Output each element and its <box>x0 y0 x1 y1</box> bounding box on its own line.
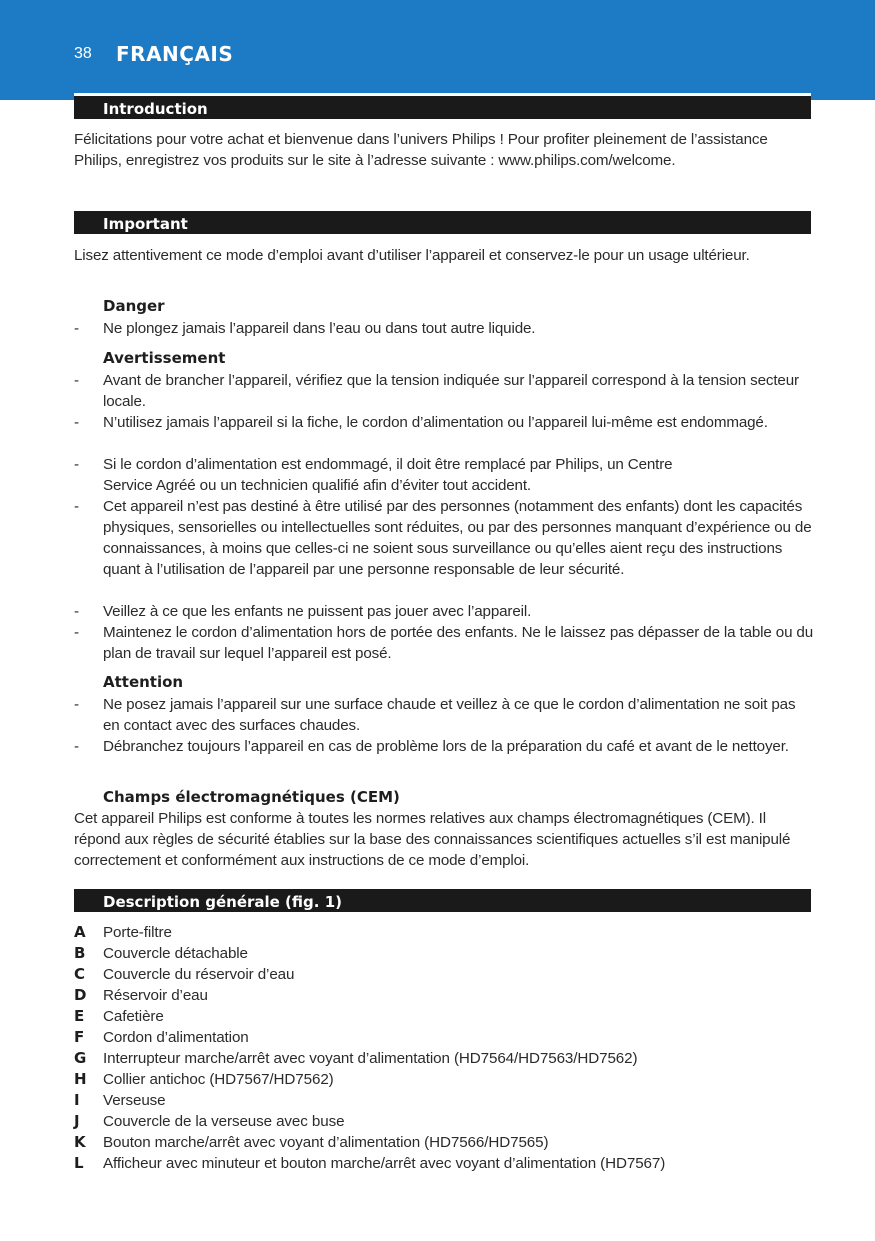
list-bullet: - <box>74 624 79 641</box>
component-item <box>74 964 814 985</box>
list-item <box>74 370 814 412</box>
list-item-text: Maintenez le cordon d’alimentation hors de portée des enfants. Ne le laissez pas dépasser de la table ou du plan de travail sur lequel l’appareil est posé. <box>103 624 814 662</box>
page-header <box>0 0 875 100</box>
component-letter: I <box>74 1091 80 1109</box>
emf-paragraph: Cet appareil Philips est conforme à toutes les normes relatives aux champs électromagnétiques (CEM). Il répond aux règles de sécurité établies sur la base des connaissances scientifiques actuelles s’il est manipulé correctement et conformément aux instructions de ce mode d’emploi. <box>74 810 791 869</box>
component-text: Cordon d’alimentation <box>103 1029 249 1046</box>
list-item <box>74 601 814 622</box>
component-letter: J <box>74 1112 80 1130</box>
component-item <box>74 1153 814 1174</box>
list-bullet: - <box>74 372 79 389</box>
component-letter: E <box>74 1007 85 1025</box>
component-item <box>74 1006 814 1027</box>
section-heading-introduction: Introduction <box>74 93 811 119</box>
list-item <box>74 318 814 339</box>
list-item-text: Débranchez toujours l’appareil en cas de problème lors de la préparation du café et avant de le nettoyer. <box>103 738 789 755</box>
intro-paragraph: Félicitations pour votre achat et bienvenue dans l’univers Philips ! Pour profiter pleinement de l’assistance Philips, enregistrez vos produits sur le site à l’adresse suivante : www.philips.com/welcome. <box>74 131 768 169</box>
important-paragraph: Lisez attentivement ce mode d’emploi avant d’utiliser l’appareil et conservez-le pour un usage ultérieur. <box>74 247 750 264</box>
list-item <box>74 454 814 496</box>
list-bullet: - <box>74 738 79 755</box>
list-item-text: Cet appareil n’est pas destiné à être utilisé par des personnes (notamment des enfants) dont les capacités physiques, sensorielles ou intellectuelles sont réduites, ou par des personnes manquant d’expérience ou de connaissances, à moins que celles-ci ne soient sous surveillance ou qu’elles aient reçu des instructions quant à l’utilisation de l’appareil par une personne responsable de leur sécurité. <box>103 498 812 578</box>
list-item-text: Si le cordon d’alimentation est endommagé, il doit être remplacé par Philips, un Centre Service Agréé ou un technicien qualifié afin d’éviter tout accident. <box>103 456 673 494</box>
list-item-text: Veillez à ce que les enfants ne puissent pas jouer avec l’appareil. <box>103 603 532 620</box>
component-text: Réservoir d’eau <box>103 987 208 1004</box>
list-bullet: - <box>74 320 79 337</box>
component-text: Couvercle du réservoir d’eau <box>103 966 295 983</box>
component-item <box>74 1027 814 1048</box>
danger-title: Danger <box>103 297 165 315</box>
component-letter: D <box>74 986 87 1004</box>
list-item <box>74 694 814 736</box>
list-item-text: N’utilisez jamais l’appareil si la fiche, le cordon d’alimentation ou l’appareil lui-même est endommagé. <box>103 414 768 431</box>
component-text: Cafetière <box>103 1008 164 1025</box>
component-letter: B <box>74 944 86 962</box>
component-letter: L <box>74 1154 84 1172</box>
component-item <box>74 1111 814 1132</box>
list-item <box>74 412 814 433</box>
list-bullet: - <box>74 414 79 431</box>
list-item <box>74 622 814 664</box>
list-item-text: Ne posez jamais l’appareil sur une surface chaude et veillez à ce que le cordon d’alimentation ne soit pas en contact avec des surfaces chaudes. <box>103 696 796 734</box>
component-text: Interrupteur marche/arrêt avec voyant d’alimentation (HD7564/HD7563/HD7562) <box>103 1050 638 1067</box>
component-letter: F <box>74 1028 85 1046</box>
caution-title: Attention <box>103 673 184 691</box>
warning-title: Avertissement <box>103 349 226 367</box>
component-text: Afficheur avec minuteur et bouton marche/arrêt avec voyant d’alimentation (HD7567) <box>103 1155 666 1172</box>
component-item <box>74 1069 814 1090</box>
component-letter: K <box>74 1133 86 1151</box>
component-letter: C <box>74 965 85 983</box>
component-letter: H <box>74 1070 87 1088</box>
component-item <box>74 985 814 1006</box>
component-text: Bouton marche/arrêt avec voyant d’alimentation (HD7566/HD7565) <box>103 1134 549 1151</box>
list-item <box>74 496 814 580</box>
list-bullet: - <box>74 498 79 515</box>
component-text: Couvercle de la verseuse avec buse <box>103 1113 345 1130</box>
section-heading-important: Important <box>74 208 811 234</box>
component-item <box>74 922 814 943</box>
component-letter: G <box>74 1049 87 1067</box>
list-item-text: Ne plongez jamais l’appareil dans l’eau ou dans tout autre liquide. <box>103 320 536 337</box>
component-text: Collier antichoc (HD7567/HD7562) <box>103 1071 334 1088</box>
component-text: Porte-filtre <box>103 924 172 941</box>
section-heading-general-description: Description générale (fig. 1) <box>74 886 811 912</box>
component-text: Couvercle détachable <box>103 945 248 962</box>
component-text: Verseuse <box>103 1092 166 1109</box>
page-number: 38 <box>74 45 92 62</box>
list-bullet: - <box>74 603 79 620</box>
component-item <box>74 1132 814 1153</box>
list-bullet: - <box>74 456 79 473</box>
component-letter: A <box>74 923 86 941</box>
list-bullet: - <box>74 696 79 713</box>
component-item <box>74 1090 814 1111</box>
emf-title: Champs électromagnétiques (CEM) <box>103 788 400 806</box>
language-title: FRANÇAIS <box>116 42 234 66</box>
component-item <box>74 943 814 964</box>
list-item-text: Avant de brancher l’appareil, vérifiez que la tension indiquée sur l’appareil correspond à la tension secteur locale. <box>103 372 799 410</box>
list-item <box>74 736 814 757</box>
component-item <box>74 1048 814 1069</box>
